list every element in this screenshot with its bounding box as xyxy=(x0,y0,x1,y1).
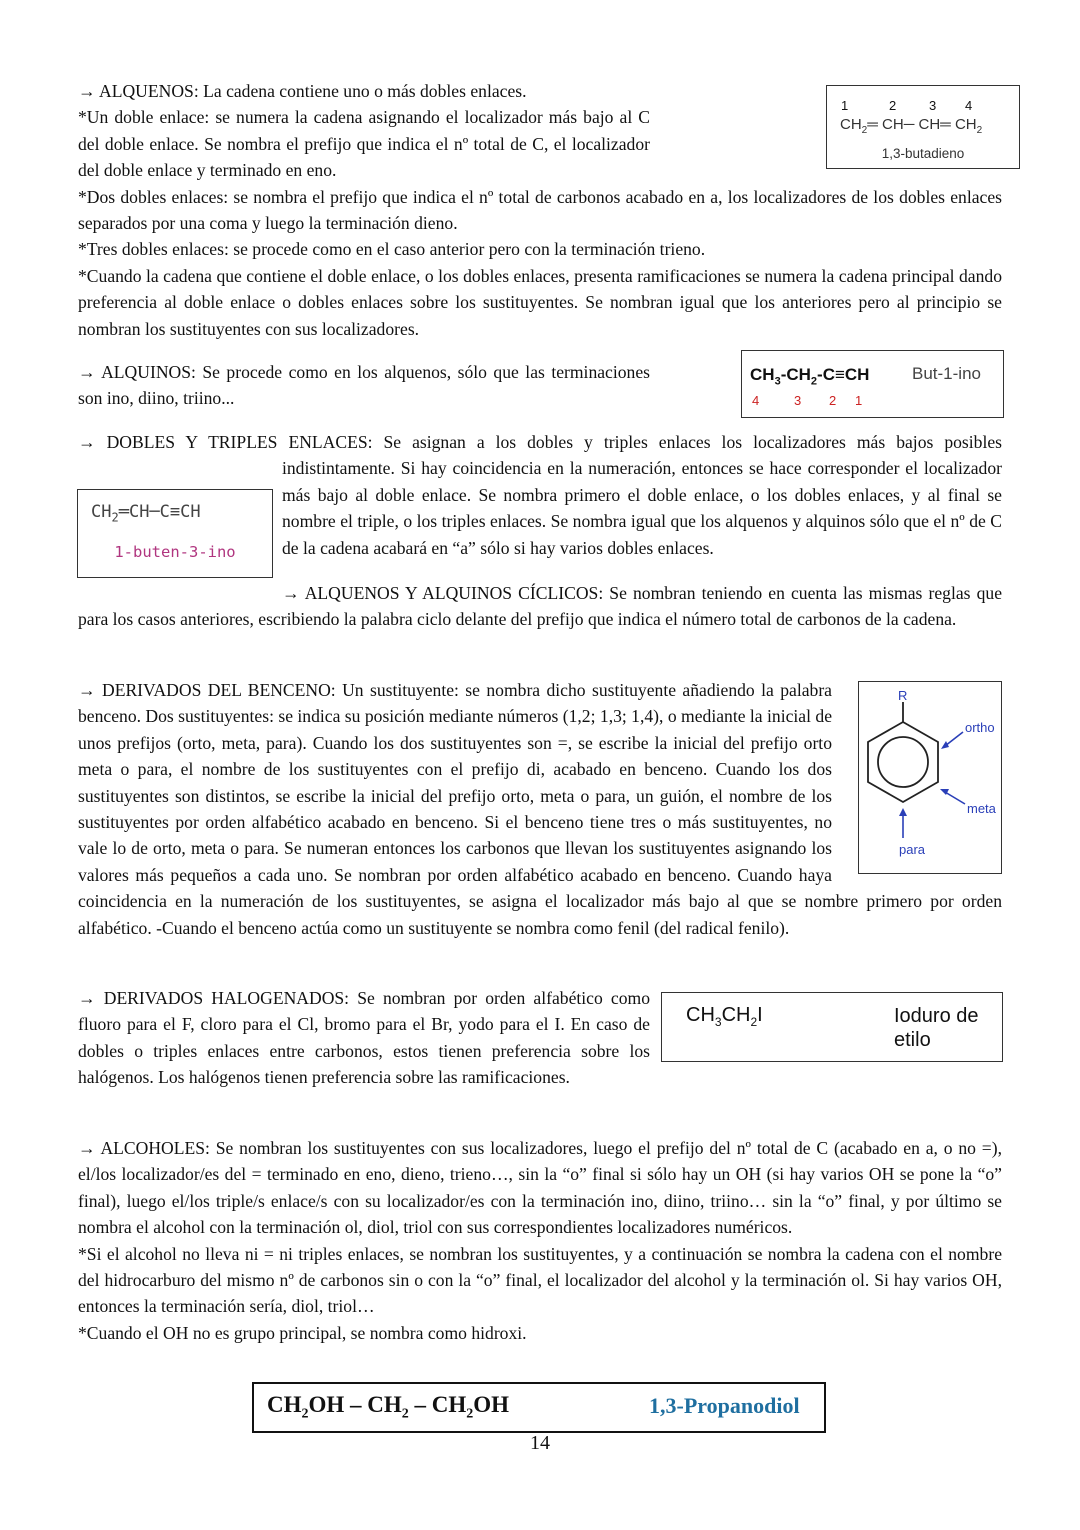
locant: 3 xyxy=(929,98,937,113)
benceno-text: → DERIVADOS DEL BENCENO: Un sustituyente: se nombra dicho sustituyente añadiendo la palabra benceno. Dos sustituyentes: se indica su posición mediante números (1,2; 1,3; 1,4), o mediante la inicial de unos prefijos (orto, meta, para). Cuando los dos sustituyentes son =, se escribe la inicial del prefijo orto meta o para, el nombre de los sustituyentes con el prefijo di, acabado en benceno. Cuando los dos sustituyentes son distintos, se escribe la inicial del prefijo orto, meta o para, un guión, el nombre de los sustituyentes por orden alfabético acabado en benceno. Si el benceno tiene tres o más sustituyentes, no vale lo de orto, meta o para. Se numeran entonces los carbonos que llevan los sustituyentes asignando los valores más pequeños a cada uno. Se nombran por orden alfabético acabado en benceno. Cuando haya coincidencia en la numeración de los sustituyentes, se asigna el localizador más bajo al que se nombre primero por orden alfabético. -Cuando el benceno actúa como un sustituyente se nombra como fenil (del radical fenilo). xyxy=(78,680,1002,938)
meta-label: meta xyxy=(967,801,996,816)
dobles-triples-body: → DOBLES Y TRIPLES ENLACES: Se asignan a los dobles y triples enlaces los localizadores más bajos posibles indistintamente. Si hay coincidencia en la numeración, entonces se hace corresponder el localizador más bajo al doble enlace. Se nombra primero el doble enlace, o los dobles enlaces, y al final se nombre el triple, o los triples enlaces. Se nombra igual que los alquenos y alquinos sólo que el nº de C de la cadena acabará en “a” sólo si hay varios dobles enlaces. xyxy=(78,432,1002,558)
locant: 1 xyxy=(841,98,849,113)
alquenos-two-double: *Dos dobles enlaces: se nombra el prefijo que indica el nº total de carbonos acabado en a, los localizadores de los dobles enlaces separados por una coma y luego la terminación dieno. xyxy=(78,186,1002,234)
alquinos-text: → ALQUINOS: Se procede como en los alquenos, sólo que las terminaciones son ino, diino, triino... xyxy=(78,362,650,409)
para-arrowhead xyxy=(899,808,907,816)
locant: 2 xyxy=(829,393,837,408)
propanodiol-formula: $CH_2OH - CH_2 - CH_2OH$ xyxy=(267,1392,510,1422)
meta-arrow xyxy=(945,792,965,804)
benzene-diagram-box xyxy=(858,681,1002,874)
ortho-arrow xyxy=(945,732,963,746)
butenino-box xyxy=(77,489,273,578)
locant: 1 xyxy=(855,393,863,408)
ioduro-name xyxy=(894,1004,979,1052)
alquenos-branched: *Cuando la cadena que contiene el doble enlace, o los dobles enlaces, presenta ramificaciones se numera la cadena principal dando preferencia al doble enlace o dobles enlaces sobre los sustituyentes. Se nombran igual que los anteriores pero al principio se nombran los sustituyentes con sus localizadores. xyxy=(78,265,1002,339)
alcoholes-p1: → ALCOHOLES: Se nombran los sustituyentes con sus localizadores, luego el prefijo del nº total de C (acabado en a, o no =), el/los localizador/es del = terminado en eno, dieno, trieno…, sin la “o” final si sólo hay un OH (si hay varios OH se pone la “o” final), luego el/los triple/s enlace/s con su localizador/es con la terminación ino, diino, triino… sin la “o” final, y por último se nombra el alcohol con la terminación ol, diol, triol con sus correspondientes localizadores numéricos. xyxy=(78,1138,1002,1238)
propanodiol-name: 1,3-Propanodiol xyxy=(649,1393,800,1418)
locant: 4 xyxy=(965,98,973,113)
ioduro-formula: $CH_3CH_2I$ xyxy=(686,1004,763,1029)
locant: 4 xyxy=(752,393,760,408)
benzene-inner-circle xyxy=(878,737,928,787)
alquenos-one-double: *Un doble enlace: se numera la cadena asignando el localizador más bajo al C del doble enlace. Se nombra el prefijo que indica el nº total de C, el localizador del doble enlace y terminado en eno. xyxy=(78,107,650,181)
butadiene-numbers xyxy=(841,98,1001,113)
benzene-diagram xyxy=(859,682,1001,873)
ciclicos-text: → ALQUENOS Y ALQUINOS CÍCLICOS: Se nombran teniendo en cuenta las mismas reglas que para los casos anteriores, escribiendo la palabra ciclo delante del prefijo que indica el número total de carbonos de la cadena. xyxy=(78,583,1002,630)
butadiene-name: 1,3-butadieno xyxy=(881,146,965,161)
ciclicos-section xyxy=(78,580,1002,633)
ioduro-name-line1: Ioduro de xyxy=(894,1005,979,1027)
halogenados-text: → DERIVADOS HALOGENADOS: Se nombran por orden alfabético como fluoro para el F, cloro para el Cl, bromo para el Br, yodo para el I. En caso de dobles o triples enlaces entre carbonos, estos tienen preferencia sobre los halógenos. Los halógenos tienen preferencia sobre las ramificaciones. xyxy=(78,988,650,1088)
propanodiol-box xyxy=(252,1382,826,1433)
page-number: 14 xyxy=(530,1432,550,1454)
alcoholes-p3: *Cuando el OH no es grupo principal, se nombra como hidroxi. xyxy=(78,1322,527,1343)
ortho-arrowhead xyxy=(941,741,949,749)
butadiene-box xyxy=(826,85,1020,169)
butino-box xyxy=(741,350,1004,418)
para-label: para xyxy=(899,842,926,857)
alquenos-three-double: *Tres dobles enlaces: se procede como en el caso anterior pero con la terminación trieno. xyxy=(78,239,706,260)
locant: 3 xyxy=(794,393,802,408)
ioduro-box xyxy=(661,992,1003,1062)
alquenos-title: → ALQUENOS: La cadena contiene uno o más dobles enlaces. xyxy=(78,81,527,101)
alcoholes-p2: *Si el alcohol no lleva ni = ni triples enlaces, se nombran los sustituyentes, y a continuación se nombra la cadena con el nombre del hidrocarburo del mismo nº de carbonos sin o con la “o” final, el localizador del alcohol y la terminación ol. Si hay varios OH, entonces la terminación sería, diol, triol… xyxy=(78,1243,1002,1317)
ortho-label: ortho xyxy=(965,720,995,735)
r-label: R xyxy=(898,688,908,703)
ioduro-name-line2: etilo xyxy=(894,1029,931,1051)
alcoholes-section xyxy=(78,1135,1002,1346)
locant: 2 xyxy=(889,98,897,113)
butadiene-formula: $CH_2═$ CH─ CH═ $CH_2$ xyxy=(840,116,983,136)
butino-formula: $CH_3-CH_2-C\equiv CH$ xyxy=(750,365,870,388)
butino-numbers xyxy=(752,393,862,408)
butenino-formula: $CH_2═CH─C\equiv CH$ xyxy=(91,502,201,525)
butino-name: But-1-ino xyxy=(912,364,981,383)
butenino-name: 1-buten-3-ino xyxy=(114,543,236,561)
